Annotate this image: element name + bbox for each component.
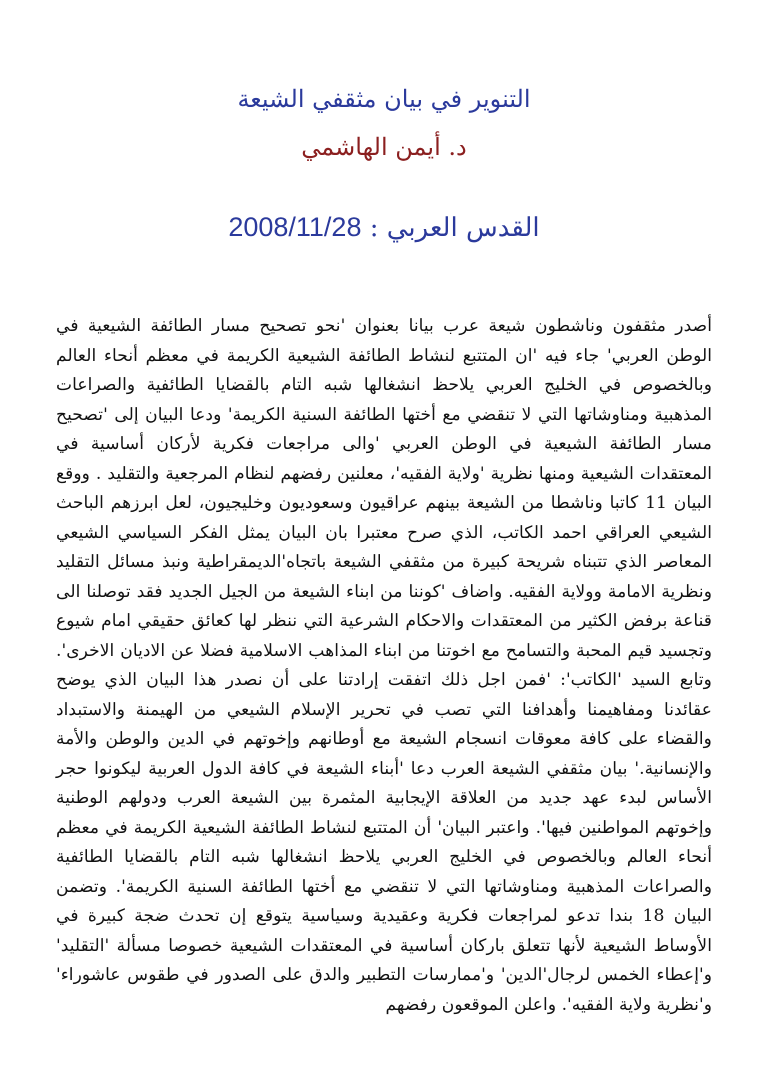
source-line <box>0 210 768 245</box>
source-date: 2008/11/28 <box>228 212 362 242</box>
source-name: القدس العربي <box>386 213 540 243</box>
article-title: التنوير في بيان مثقفي الشيعة <box>237 85 531 113</box>
article-author: د. أيمن الهاشمي <box>301 133 467 161</box>
source-separator: : <box>369 213 379 243</box>
article-body: أصدر مثقفون وناشطون شيعة عرب بيانا بعنوان 'نحو تصحيح مسار الطائفة الشيعية في الوطن العربي' جاء فيه 'ان المتتبع لنشاط الطائفة الشيعية الكريمة في معظم أنحاء العالم وبالخصوص في الخليج العربي يلاحظ انشغالها شبه التام بالقضايا الطائفية والصراعات المذهبية ومناوشاتها التي لا تنقضي مع أختها الطائفة السنية الكريمة' ودعا البيان إلى 'تصحيح مسار الطائفة الشيعية في الوطن العربي 'والى مراجعات فكرية لأركان أساسية في المعتقدات الشيعية ومنها نظرية 'ولاية الفقيه'، معلنين رفضهم لنظام المرجعية والتقليد . ووقع البيان 11 كاتبا وناشطا من الشيعة بينهم عراقيون وسعوديون وخليجيون، لعل ابرزهم الباحث الشيعي العراقي احمد الكاتب، الذي صرح معتبرا بان البيان يمثل الفكر السياسي الشيعي المعاصر الذي تتبناه شريحة كبيرة من مثقفي الشيعة باتجاه'الديمقراطية ونبذ مسائل التقليد ونظرية الامامة وولاية الفقيه. واضاف 'كوننا من ابناء الشيعة من الجيل الجديد فقد توصلنا الى قناعة برفض الكثير من المعتقدات والاحكام الشرعية التي ننظر لها كعائق حقيقي امام شيوع وتجسيد قيم المحبة والتسامح مع اخوتنا من ابناء المذاهب الاسلامية فضلا عن الاديان الاخرى'. وتابع السيد 'الكاتب': 'فمن اجل ذلك اتفقت إرادتنا على أن نصدر هذا البيان الذي يوضح عقائدنا ومفاهيمنا وأهدافنا التي تصب في تحرير الإسلام الشيعي من الهيمنة والاستبداد والقضاء على كافة معوقات انسجام الشيعة مع أوطانهم وإخوتهم في الدين والوطن والأمة والإنسانية.' بيان مثقفي الشيعة العرب دعا 'أبناء الشيعة في كافة الدول العربية ليكونوا حجر الأساس لبدء عهد جديد من العلاقة الإيجابية المثمرة بين الشيعة العرب ودولهم الوطنية وإخوتهم المواطنين فيها'. واعتبر البيان' أن المتتبع لنشاط الطائفة الشيعية الكريمة في معظم أنحاء العالم وبالخصوص في الخليج العربي يلاحظ انشغالها شبه التام بالقضايا الطائفية والصراعات المذهبية ومناوشاتها التي لا تنقضي مع أختها الطائفة السنية الكريمة'. وتضمن البيان 18 بندا تدعو لمراجعات فكرية وعقيدية وسياسية يتوقع إن تحدث ضجة كبيرة في الأوساط الشيعية لأنها تتعلق باركان أساسية في المعتقدات الشيعية خصوصا مسألة 'التقليد' و'إعطاء الخمس لرجال'الدين' و'ممارسات التطبير والدق على الصدور في طقوس عاشوراء' و'نظرية ولاية الفقيه'. واعلن الموقعون رفضهم <box>56 316 713 1015</box>
